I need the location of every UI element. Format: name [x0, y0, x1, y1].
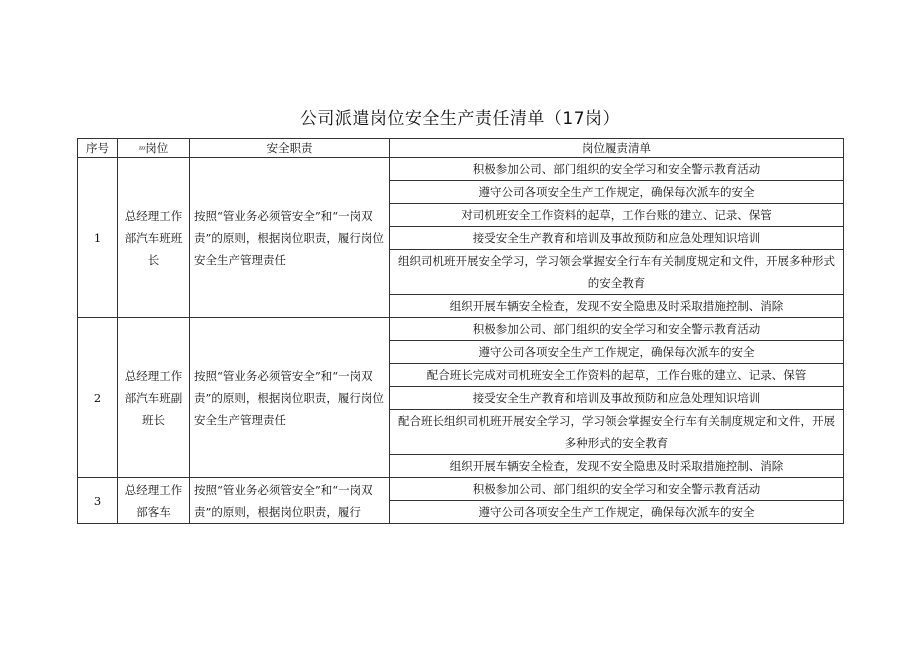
- duty-cell: 按照“管业务必须管安全”和“一岗双责”的原则，根据岗位职责，履行岗位安全生产管理责任: [190, 318, 390, 478]
- header-duty: 安全职责: [190, 139, 390, 158]
- list-item: 积极参加公司、部门组织的安全学习和安全警示教育活动: [390, 158, 844, 181]
- duty-cell: 按照“管业务必须管安全”和“一岗双责”的原则，根据岗位职责，履行: [190, 478, 390, 524]
- list-item: 积极参加公司、部门组织的安全学习和安全警示教育活动: [390, 478, 844, 501]
- seq-cell: 3: [78, 478, 118, 524]
- seq-cell: 1: [78, 158, 118, 318]
- list-item: 积极参加公司、部门组织的安全学习和安全警示教育活动: [390, 318, 844, 341]
- header-seq: 序号: [78, 139, 118, 158]
- header-row: [78, 139, 844, 158]
- list-item: 遵守公司各项安全生产工作规定，确保每次派车的安全: [390, 501, 844, 524]
- list-item: 接受安全生产教育和培训及事故预防和应急处理知识培训: [390, 387, 844, 410]
- responsibility-table: [77, 138, 844, 524]
- list-item: 对司机班安全工作资料的起草，工作台账的建立、记录、保管: [390, 204, 844, 227]
- header-post: [118, 139, 190, 158]
- list-item: 配合班长完成对司机班安全工作资料的起草，工作台账的建立、记录、保管: [390, 364, 844, 387]
- post-cell: 总经理工作部汽车班班长: [118, 158, 190, 318]
- post-cell: 总经理工作部客车: [118, 478, 190, 524]
- list-item: 接受安全生产教育和培训及事故预防和应急处理知识培训: [390, 227, 844, 250]
- table-row: [78, 318, 844, 341]
- document-title: 公司派遣岗位安全生产责任清单（17岗）: [299, 109, 621, 129]
- table-row: [78, 478, 844, 501]
- list-item: 遵守公司各项安全生产工作规定，确保每次派车的安全: [390, 341, 844, 364]
- list-item: 遵守公司各项安全生产工作规定，确保每次派车的安全: [390, 181, 844, 204]
- post-cell: 总经理工作部汽车班副班长: [118, 318, 190, 478]
- list-item: 组织司机班开展安全学习，学习领会掌握安全行车有关制度规定和文件，开展多种形式的安全教育: [390, 250, 844, 295]
- header-post-prefix: ᵡᵡᵡ: [138, 144, 146, 153]
- duty-cell: 按照“管业务必须管安全”和“一岗双责”的原则，根据岗位职责，履行岗位安全生产管理责任: [190, 158, 390, 318]
- table-row: [78, 158, 844, 181]
- seq-cell: 2: [78, 318, 118, 478]
- header-list: 岗位履责清单: [390, 139, 844, 158]
- list-item: 组织开展车辆安全检查，发现不安全隐患及时采取措施控制、消除: [390, 295, 844, 318]
- header-post-label: 岗位: [145, 140, 169, 155]
- list-item: 组织开展车辆安全检查，发现不安全隐患及时采取措施控制、消除: [390, 455, 844, 478]
- list-item: 配合班长组织司机班开展安全学习，学习领会掌握安全行车有关制度规定和文件，开展多种形式的安全教育: [390, 410, 844, 455]
